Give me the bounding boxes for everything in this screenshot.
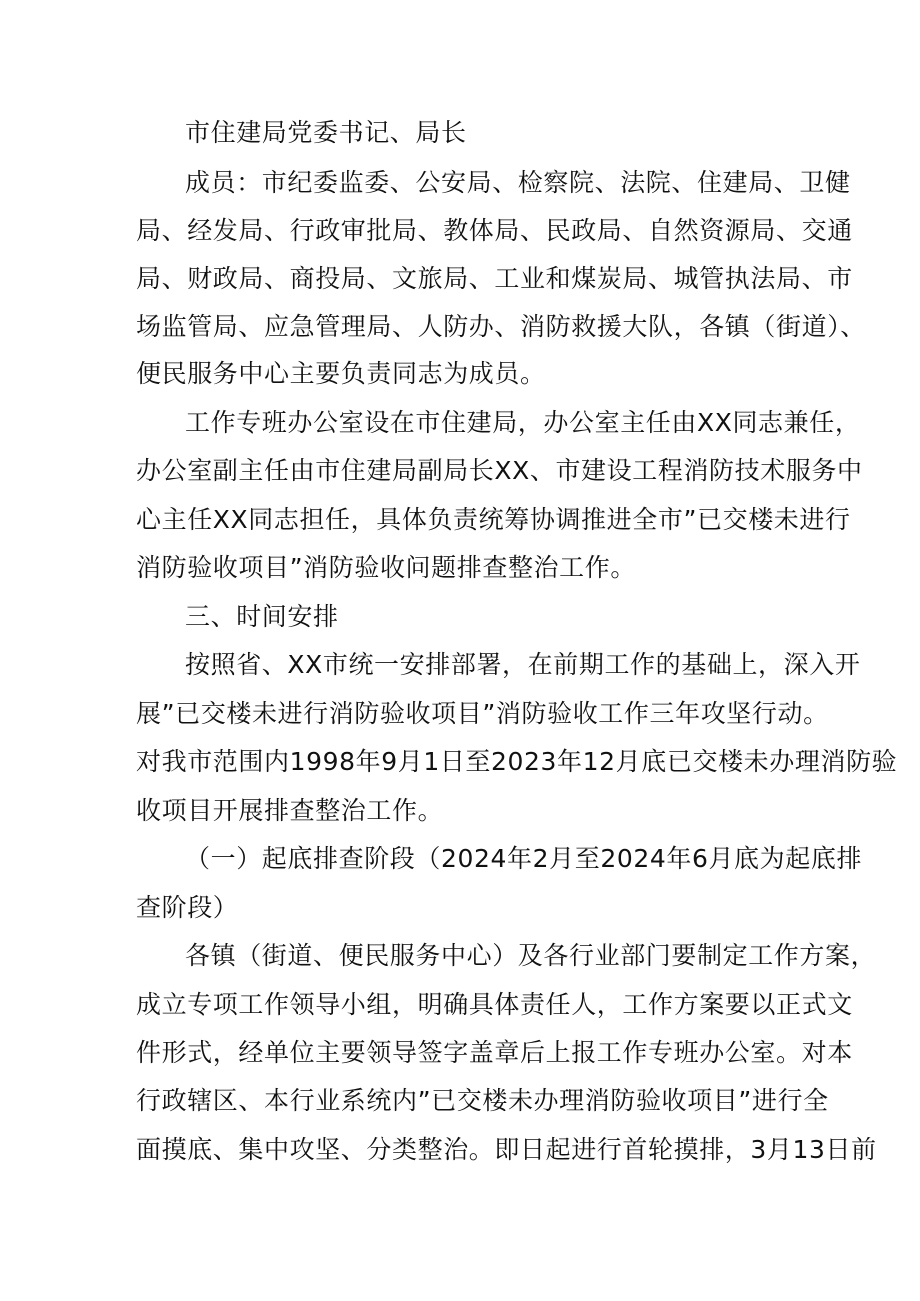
office-line-1: 工作专班办公室设在市住建局，办公室主任由XX同志兼任， — [185, 408, 861, 437]
schedule-line-4: 收项目开展排查整治工作。 — [136, 796, 444, 825]
phase1-line-3: 件形式，经单位主要领导签字盖章后上报工作专班办公室。对本 — [136, 1038, 853, 1067]
office-line-4: 消防验收项目”消防验收问题排查整治工作。 — [136, 553, 636, 582]
section-heading-schedule: 三、时间安排 — [185, 602, 339, 631]
phase1-line-4: 行政辖区、本行业系统内”已交楼未办理消防验收项目”进行全 — [136, 1086, 829, 1115]
schedule-line-2: 展”已交楼未进行消防验收项目”消防验收工作三年攻坚行动。 — [136, 699, 829, 728]
members-line-4: 场监管局、应急管理局、人防办、消防救援大队，各镇（街道）、 — [136, 312, 866, 341]
schedule-line-1: 按照省、XX市统一安排部署，在前期工作的基础上，深入开 — [185, 650, 861, 679]
schedule-line-3: 对我市范围内1998年9月1日至2023年12月底已交楼未办理消防验 — [136, 747, 898, 776]
office-line-2: 办公室副主任由市住建局副局长XX、市建设工程消防技术服务中 — [136, 456, 863, 485]
office-line-3: 心主任XX同志担任，具体负责统筹协调推进全市”已交楼未进行 — [136, 505, 851, 534]
members-line-3: 局、财政局、商投局、文旅局、工业和煤炭局、城管执法局、市 — [136, 264, 853, 293]
members-line-5: 便民服务中心主要负责同志为成员。 — [136, 359, 546, 388]
members-line-1: 成员：市纪委监委、公安局、检察院、法院、住建局、卫健 — [185, 168, 851, 197]
subsection-heading-1: （一）起底排查阶段（2024年2月至2024年6月底为起底排 — [185, 844, 863, 873]
phase1-line-5: 面摸底、集中攻坚、分类整治。即日起进行首轮摸排，3月13日前 — [136, 1135, 877, 1164]
subsection-heading-1-cont: 查阶段） — [136, 893, 239, 922]
members-line-2: 局、经发局、行政审批局、教体局、民政局、自然资源局、交通 — [136, 216, 853, 245]
phase1-line-1: 各镇（街道、便民服务中心）及各行业部门要制定工作方案， — [185, 941, 877, 970]
phase1-line-2: 成立专项工作领导小组，明确具体责任人，工作方案要以正式文 — [136, 990, 853, 1019]
leader-line: 市住建局党委书记、局长 — [185, 118, 467, 147]
